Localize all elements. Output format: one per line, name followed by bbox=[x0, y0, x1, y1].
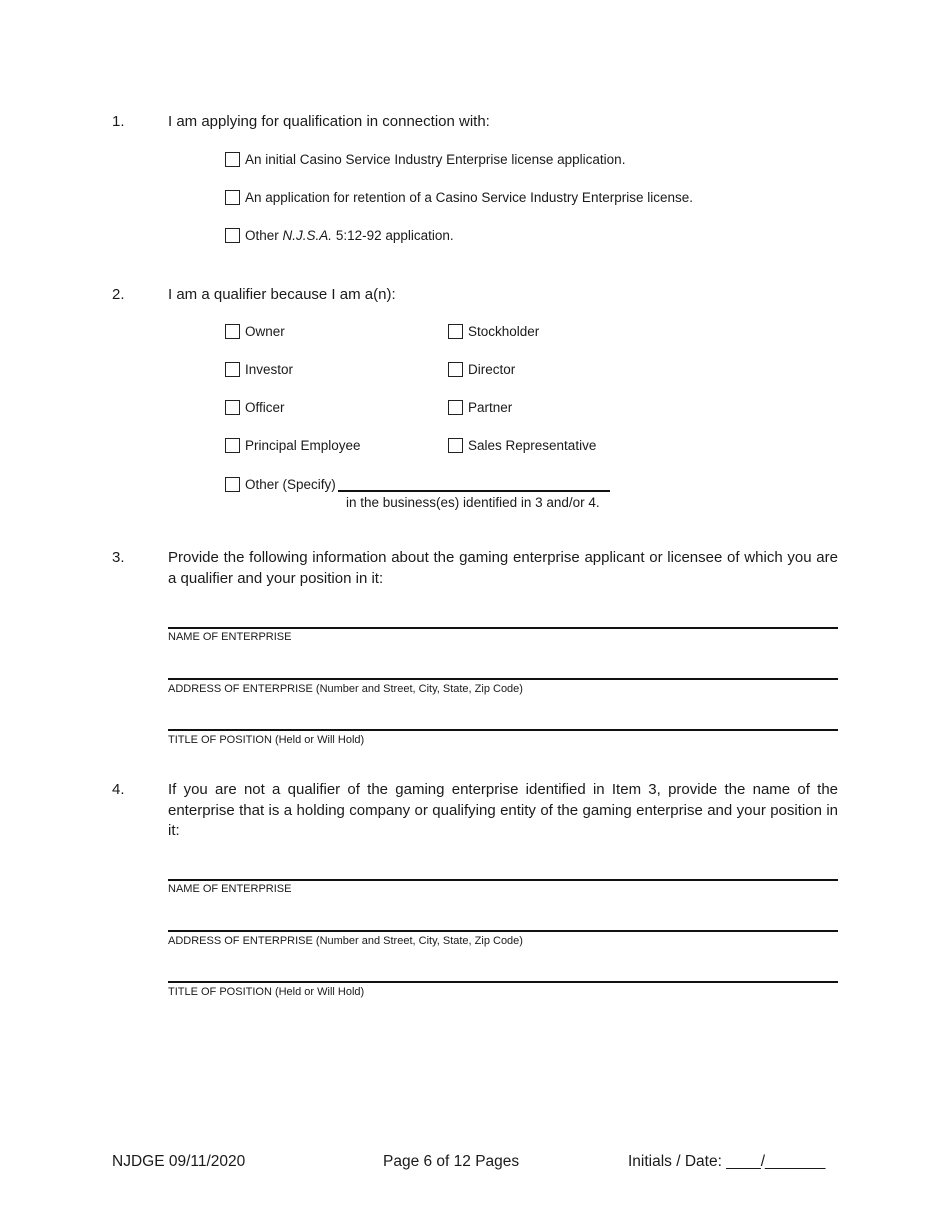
footer-form-id: NJDGE 09/11/2020 bbox=[112, 1153, 246, 1170]
q2-option-label: Sales Representative bbox=[468, 438, 597, 453]
q3-name-caption: NAME OF ENTERPRISE bbox=[168, 631, 292, 643]
q2-option-label: Director bbox=[468, 362, 516, 377]
checkbox-officer[interactable] bbox=[225, 400, 240, 415]
q1-option-other[interactable] bbox=[225, 228, 454, 243]
q2-option-label: Officer bbox=[245, 400, 285, 415]
q1-option-retention[interactable] bbox=[225, 190, 693, 205]
q1-question: I am applying for qualification in connection with: bbox=[168, 113, 490, 130]
checkbox-other-application[interactable] bbox=[225, 228, 240, 243]
q2-other-note: in the business(es) identified in 3 and/or 4. bbox=[346, 495, 600, 510]
q4-title-line[interactable] bbox=[168, 981, 838, 983]
checkbox-other-specify[interactable] bbox=[225, 477, 240, 492]
q4-address-line[interactable] bbox=[168, 930, 838, 932]
q2-option-principal-employee[interactable] bbox=[225, 438, 361, 453]
checkbox-stockholder[interactable] bbox=[448, 324, 463, 339]
q4-address-caption: ADDRESS OF ENTERPRISE (Number and Street, City, State, Zip Code) bbox=[168, 935, 523, 947]
q3-title-caption: TITLE OF POSITION (Held or Will Hold) bbox=[168, 734, 365, 746]
q2-option-label: Partner bbox=[468, 400, 513, 415]
q2-option-other[interactable] bbox=[225, 476, 610, 492]
q4-number: 4. bbox=[112, 781, 125, 798]
checkbox-retention-application[interactable] bbox=[225, 190, 240, 205]
q3-title-line[interactable] bbox=[168, 729, 838, 731]
q2-question: I am a qualifier because I am a(n): bbox=[168, 286, 396, 303]
checkbox-partner[interactable] bbox=[448, 400, 463, 415]
q2-option-partner[interactable] bbox=[448, 400, 512, 415]
q2-option-investor[interactable] bbox=[225, 362, 293, 377]
checkbox-director[interactable] bbox=[448, 362, 463, 377]
q3-question: Provide the following information about the gaming enterprise applicant or licensee of which you are a qualifier and your position in it: bbox=[168, 549, 838, 587]
q1-option-initial[interactable] bbox=[225, 152, 625, 167]
q4-name-line[interactable] bbox=[168, 879, 838, 881]
q2-number: 2. bbox=[112, 286, 125, 303]
q2-option-sales-representative[interactable] bbox=[448, 438, 596, 453]
other-specify-input-line[interactable] bbox=[338, 476, 610, 492]
q2-option-label: Principal Employee bbox=[245, 438, 361, 453]
q1-option-other-prefix: Other bbox=[245, 228, 279, 243]
q1-option-initial-label: An initial Casino Service Industry Enterprise license application. bbox=[245, 152, 626, 167]
q3-name-line[interactable] bbox=[168, 627, 838, 629]
q2-other-label: Other (Specify) bbox=[245, 476, 336, 492]
q2-option-label: Investor bbox=[245, 362, 294, 377]
checkbox-initial-application[interactable] bbox=[225, 152, 240, 167]
q2-option-stockholder[interactable] bbox=[448, 324, 539, 339]
q4-name-caption: NAME OF ENTERPRISE bbox=[168, 883, 292, 895]
q1-option-other-statute: N.J.S.A. bbox=[282, 228, 333, 243]
q1-option-retention-label: An application for retention of a Casino Service Industry Enterprise license. bbox=[245, 190, 693, 205]
q2-option-director[interactable] bbox=[448, 362, 515, 377]
footer-page-number: Page 6 of 12 Pages bbox=[383, 1153, 520, 1170]
q4-question: If you are not a qualifier of the gaming enterprise identified in Item 3, provide the name of the enterprise that is a holding company or qualifying entity of the gaming enterprise and your position in it: bbox=[168, 781, 838, 839]
q3-address-line[interactable] bbox=[168, 678, 838, 680]
q4-title-caption: TITLE OF POSITION (Held or Will Hold) bbox=[168, 986, 365, 998]
q2-option-officer[interactable] bbox=[225, 400, 285, 415]
q3-address-caption: ADDRESS OF ENTERPRISE (Number and Street, City, State, Zip Code) bbox=[168, 683, 523, 695]
q1-option-other-suffix: 5:12-92 application. bbox=[335, 228, 454, 243]
q3-number: 3. bbox=[112, 549, 125, 566]
footer-initials-date[interactable]: Initials / Date: ____/_______ bbox=[628, 1153, 826, 1170]
checkbox-sales-representative[interactable] bbox=[448, 438, 463, 453]
q2-option-label: Owner bbox=[245, 324, 285, 339]
q2-option-label: Stockholder bbox=[468, 324, 540, 339]
checkbox-principal-employee[interactable] bbox=[225, 438, 240, 453]
q1-number: 1. bbox=[112, 113, 125, 130]
q2-option-owner[interactable] bbox=[225, 324, 285, 339]
checkbox-owner[interactable] bbox=[225, 324, 240, 339]
checkbox-investor[interactable] bbox=[225, 362, 240, 377]
